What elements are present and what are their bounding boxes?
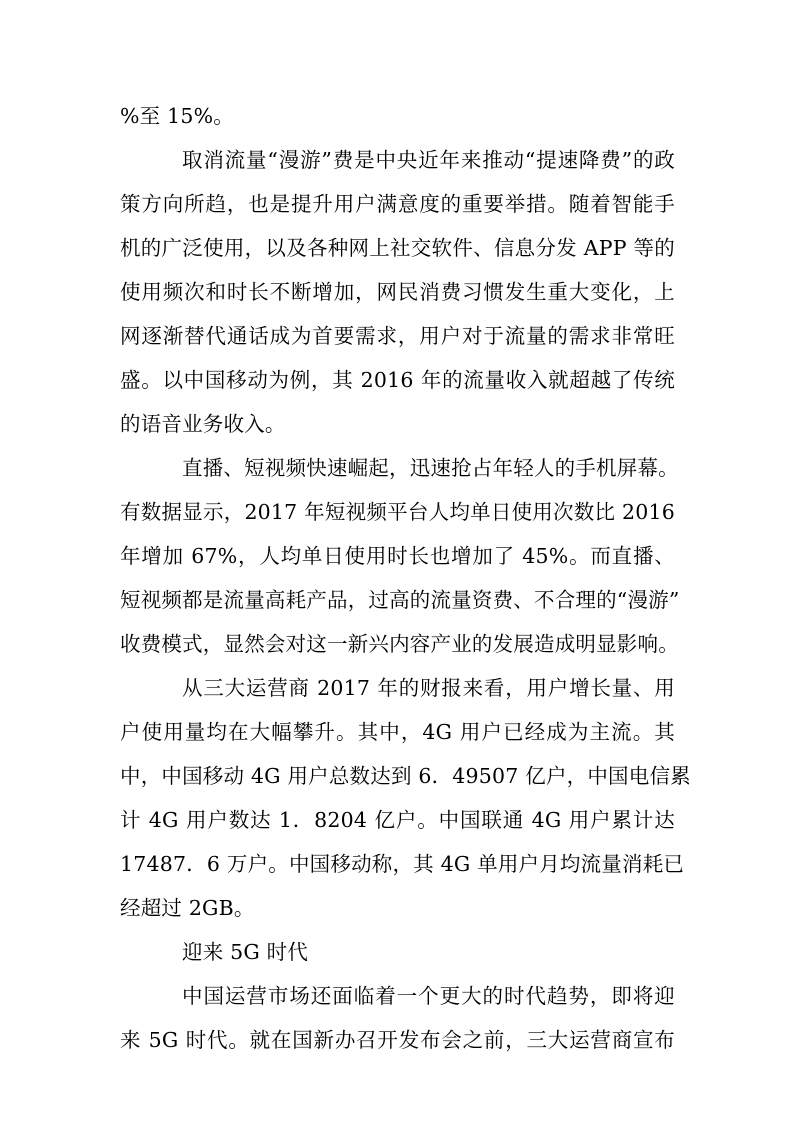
text-line: 策方向所趋，也是提升用户满意度的重要举措。随着智能手 [120,192,675,216]
text-line: 经超过 2GB。 [120,896,255,920]
text-line: %至 15%。 [120,104,234,128]
paragraph-first-line: 从三大运营商 2017 年的财报来看，用户增长量、用 [182,676,675,700]
text-line: 的语音业务收入。 [120,412,286,436]
text-line: 年增加 67%，人均单日使用时长也增加了 45%。而直播、 [120,544,675,568]
text-line: 网逐渐替代通话成为首要需求，用户对于流量的需求非常旺 [120,324,675,348]
text-line: 计 4G 用户数达 1．8204 亿户。中国联通 4G 用户累计达 [120,808,675,832]
text-line: 短视频都是流量高耗产品，过高的流量资费、不合理的“漫游” [120,588,680,612]
text-line: 盛。以中国移动为例，其 2016 年的流量收入就超越了传统 [120,368,675,392]
text-line: 使用频次和时长不断增加，网民消费习惯发生重大变化，上 [120,280,675,304]
text-line: 有数据显示，2017 年短视频平台人均单日使用次数比 2016 [120,500,675,524]
paragraph-first-line: 中国运营市场还面临着一个更大的时代趋势，即将迎 [182,984,675,1008]
text-line: 中，中国移动 4G 用户总数达到 6．49507 亿户，中国电信累 [120,764,691,788]
text-line: 收费模式，显然会对这一新兴内容产业的发展造成明显影响。 [120,632,679,656]
section-heading: 迎来 5G 时代 [182,940,309,964]
text-line: 机的广泛使用，以及各种网上社交软件、信息分发 APP 等的 [120,236,675,260]
paragraph-first-line: 直播、短视频快速崛起，迅速抢占年轻人的手机屏幕。 [182,456,679,480]
paragraph-first-line: 取消流量“漫游”费是中央近年来推动“提速降费”的政 [182,148,675,172]
text-line: 户使用量均在大幅攀升。其中，4G 用户已经成为主流。其 [120,720,675,744]
text-line: 来 5G 时代。就在国新办召开发布会之前，三大运营商宣布 [120,1028,675,1052]
text-line: 17487．6 万户。中国移动称，其 4G 单用户月均流量消耗已 [120,852,685,876]
